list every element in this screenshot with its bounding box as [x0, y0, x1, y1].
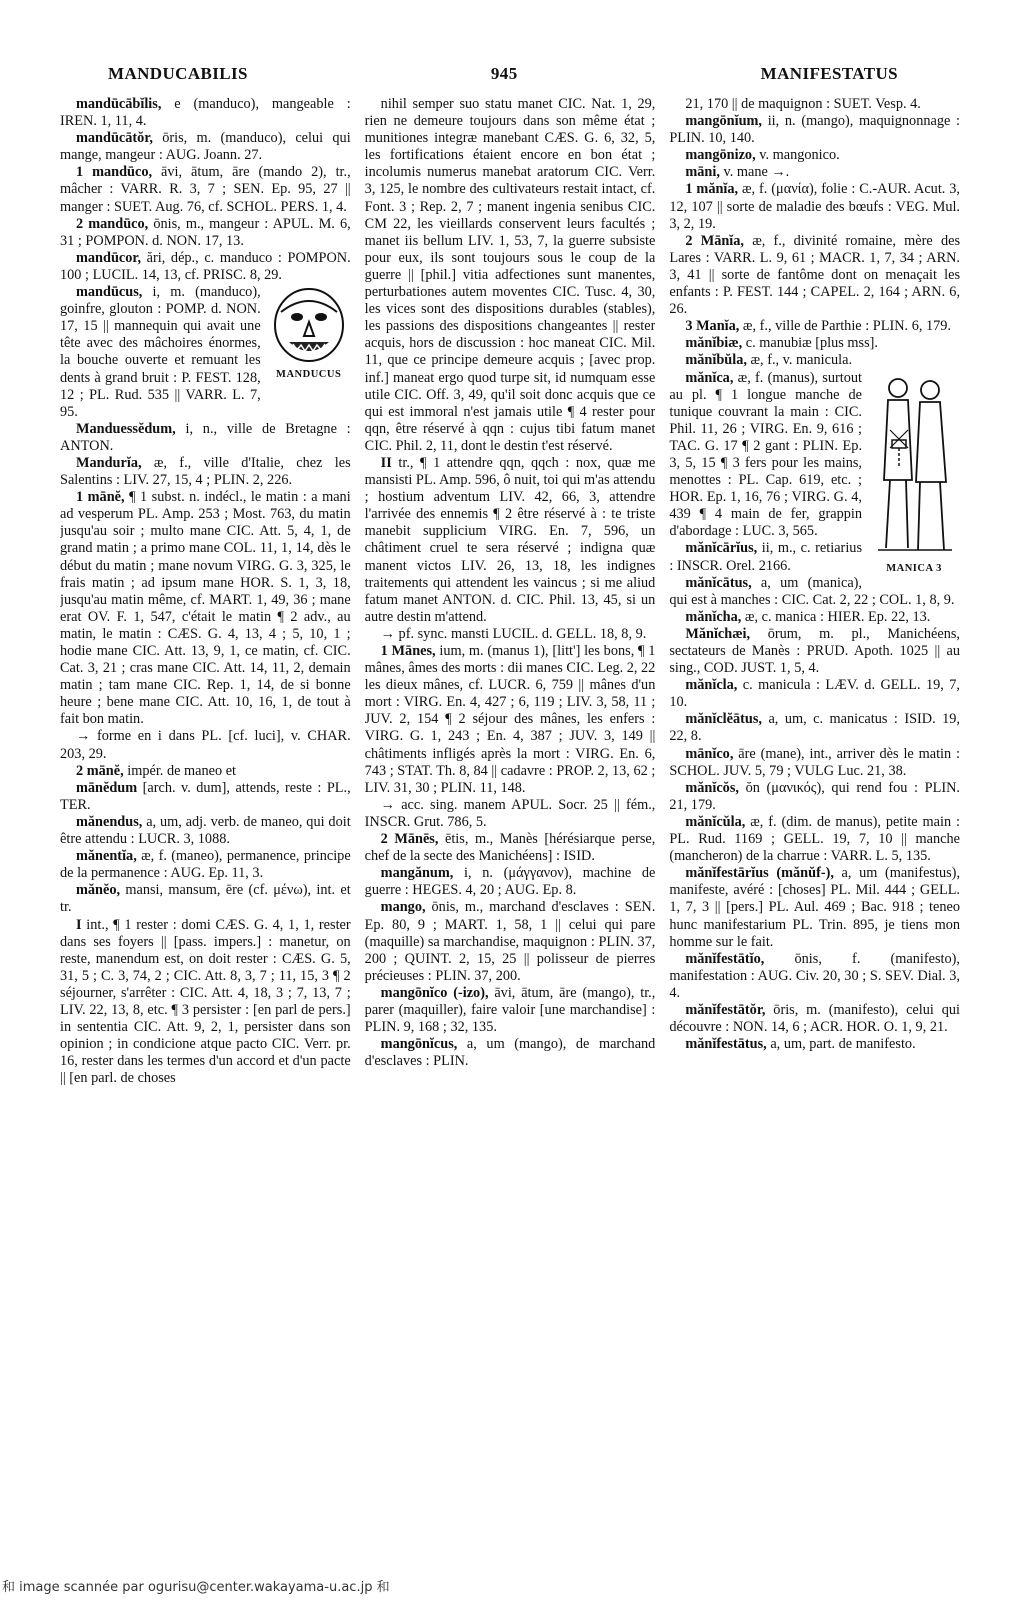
entry-headword: mangōnizo,	[685, 147, 756, 164]
dictionary-entry	[60, 96, 351, 130]
dictionary-entry	[60, 917, 351, 1088]
dictionary-entry	[60, 848, 351, 882]
entry-headword: mānĕdum	[76, 779, 138, 796]
dictionary-entry	[60, 780, 351, 814]
entry-definition: tr., ¶ 1 attendre qqn, qqch : nox, quæ me mansisti PL. Amp. 596, ô nuit, toi qui m'as attendu ; hostium adventum LIV. 42, 66, 3, attendre l'arrivée des ennemis ¶ 2 être réservé à : te triste manebit supplicium VIRG. En. 7, 596, un châtiment cruel te sera réservé ; indigna quæ manent victos LIV. 26, 13, 18, les indignes traitements qui attendent les vaincus ; si me aliud fatum manet ANTON. d. CIC. Phil. 13, 45, si un autre destin m'attend.	[364, 454, 656, 625]
entry-definition: ōrum, m. pl., Manichéens, sectateurs de Manès : PRUD. Apoth. 1025 || au sing., COD. JUST. 1, 5, 4.	[669, 625, 961, 677]
dictionary-entry	[60, 489, 351, 728]
entry-definition: āre (mane), int., arriver dès le matin : SCHOL. JUV. 5, 79 ; VULG Luc. 21, 38.	[669, 745, 961, 779]
entry-definition: v. mane →.	[719, 164, 790, 181]
entry-headword: mandūcus,	[76, 284, 143, 301]
entry-definition: v. mangonico.	[755, 147, 840, 164]
entry-headword: mănentĭa,	[76, 848, 137, 865]
entry-headword: 2 mānĕ,	[76, 762, 124, 779]
entry-definition: a, um, c. manicatus : ISID. 19, 22, 8.	[669, 711, 961, 745]
entry-headword: mangōnĭum,	[685, 113, 763, 130]
dictionary-entry	[365, 626, 656, 643]
entry-definition: a, um (manica), qui est à manches : CIC. Cat. 2, 22 ; COL. 1, 8, 9.	[669, 574, 955, 608]
entry-definition: [arch. v. dum], attends, reste : PL., TER.	[60, 779, 351, 813]
entry-headword: mănĭcŏs,	[685, 779, 739, 796]
entry-definition: æ, f. (dim. de manus), petite main : PL. Rud. 1169 ; GELL. 19, 7, 10 || manche (mancheron) de la charrue : VARR. L. 5, 135.	[669, 813, 961, 865]
entry-definition: ¶ 1 subst. n. indécl., le matin : a mani ad vesperum PL. Amp. 253 ; Most. 763, du matin jusqu'au soir ; multo mane CIC. Att. 5, 4, 1, de grand matin ; a primo mane COL. 11, 1, 14, dès le début du matin ; mane novum VIRG. G. 3, 325, le frais matin ; ad ipsum mane HOR. S. 1, 3, 18, jusqu'au matin même, cf. MART. 1, 49, 36 ; mane erat OV. F. 1, 547, c'était le matin ¶ 2 adv., au matin, le matin : CÆS. G. 4, 13, 4 ; 5, 10, 1 ; hodie mane CIC. Att. 13, 9, 1, ce matin, cf. CIC. Cat. 3, 21 ; cras mane CIC. Att. 14, 11, 2, demain matin ; tam mane CIC. Rep. 1, 14, de si bonne heure ; bene mane CIC. Att. 10, 16, 1, de tout à fait bon matin.	[60, 489, 351, 728]
entry-definition: æ, f. (μανία), folie : C.-AUR. Acut. 3, 12, 107 || sorte de maladie des bœufs : VEG. Mul. 3, 2, 19.	[669, 181, 961, 232]
dictionary-entry	[669, 865, 960, 950]
entry-definition: ŏn (μανικός), qui rend fou : PLIN. 21, 179.	[669, 779, 961, 813]
entry-headword: mănĭfestārĭus (mănŭf-),	[685, 865, 834, 882]
entry-headword: mănĭfestātŏr,	[685, 1001, 766, 1018]
entry-definition: impér. de maneo et	[123, 762, 237, 779]
entry-headword: mănĭcha,	[685, 608, 742, 625]
entry-headword: mănĭclĕātus,	[685, 711, 762, 728]
dictionary-entry	[60, 164, 351, 215]
entry-definition: æ, f. (maneo), permanence, principe de la permanence : AUG. Ep. 11, 3.	[60, 848, 351, 882]
header-right-word: MANIFESTATUS	[760, 64, 898, 83]
entry-definition: ōris, m. (manduco), celui qui mange, mangeur : AUG. Joann. 27.	[60, 130, 351, 164]
dictionary-entry	[365, 643, 656, 797]
entry-headword: 1 mānĕ,	[76, 489, 125, 506]
entry-headword: mānĭco,	[685, 745, 734, 762]
entry-definition: → acc. sing. manem APUL. Socr. 25 || fém., INSCR. Grut. 786, 5.	[364, 796, 656, 830]
entry-definition: ōnis, m., marchand d'esclaves : SEN. Ep. 80, 9 ; MART. 1, 58, 1 || celui qui pare (maquille) sa marchandise, maquignon : PLIN. 37, 200 ; QUINT. 2, 15, 25 || polisseur de pierres précieuses : PLIN. 37, 200.	[364, 899, 656, 984]
entry-definition: ōnis, f. (manifesto), manifestation : AUG. Civ. 20, 30 ; S. SEV. Dial. 3, 4.	[669, 950, 961, 1001]
dictionary-entry	[669, 352, 960, 369]
entry-headword: mango,	[380, 899, 426, 916]
header-left-word: MANDUCABILIS	[108, 64, 248, 83]
entry-headword: mănĭfestātus,	[685, 1036, 767, 1053]
entry-definition: → forme en i dans PL. [cf. luci], v. CHAR. 203, 29.	[60, 728, 351, 762]
entry-headword: mănĭcārĭus,	[685, 540, 758, 557]
entry-headword: mănĭca,	[685, 369, 734, 386]
dictionary-entry	[365, 797, 656, 831]
entry-definition: ii, m., c. retiarius : INSCR. Orel. 2166.	[669, 540, 863, 574]
entry-headword: mănĭbŭla,	[685, 352, 747, 369]
dictionary-entry	[60, 455, 351, 489]
entry-headword: mănĕo,	[76, 882, 121, 899]
entry-headword: mangănum,	[380, 865, 454, 882]
entry-definition: nihil semper suo statu manet CIC. Nat. 1, 29, rien ne demeure toujours dans son même état ; munitiones integræ manebant CÆS. G. 6, 32, 5, les fortifications étaient encore en bon état ; incolumis numerus manebat aratorum CIC. Verr. 3, 125, le nombre des cultivateurs restait intact, cf. Font. 3 ; Rep. 2, 7 ; manent ingenia senibus CIC. CM 22, les vieillards conservent leurs facultés ; manet iis bellum LIV. 1, 53, 7, la guerre subsiste pour eux, ils sont toujours sous le coup de la guerre || [phil.] vitia adfectiones sunt manentes, perturbationes autem moventes CIC. Tusc. 4, 30, les vices sont des dispositions durables (stables), les passions des dispositions changeantes || rester acquis, hors de discussion : hoc maneat CIC. Mil. 11, que ce principe demeure acquis ; [avec prop. inf.] maneat ergo quod turpe sit, id numquam esse utile CIC. Off. 3, 49, qu'il soit donc acquis que ce qui est immoral n'est jamais utile ¶ 4 rester pour qqn, être réservé à qqn : cujus tibi fatum manet CIC. Phil. 2, 11, dont le destin t'est réservé.	[364, 96, 656, 454]
dictionary-entry	[365, 899, 656, 984]
entry-definition: c. manubiæ [plus mss].	[742, 335, 878, 352]
dictionary-entry	[669, 609, 960, 626]
entry-definition: a, um, adj. verb. de maneo, qui doit être attendu : LUCR. 3, 1088.	[60, 813, 351, 848]
entry-definition: ii, n. (mango), maquignonnage : PLIN. 10, 140.	[669, 113, 961, 147]
entry-headword: māni,	[685, 164, 720, 181]
dictionary-entry	[669, 147, 960, 164]
entry-definition: i, n., ville de Bretagne : ANTON.	[60, 420, 351, 454]
dictionary-entry	[365, 831, 656, 865]
entry-headword: mangōnĭcus,	[380, 1036, 458, 1053]
entry-definition: æ, f. (manus), surtout au pl. ¶ 1 longue manche de tunique couvrant la main : CIC. Phil. 11, 26 ; VIRG. En. 9, 616 ; TAC. G. 17 ¶ 2 gant : PLIN. Ep. 3, 5, 15 ¶ 3 fers pour les mains, menottes : PL. Cap. 619, etc. ; HOR. Ep. 1, 16, 76 ; VIRG. G. 4, 439 ¶ 4 main de fer, grappin d'abordage : LUC. 3, 565.	[669, 369, 863, 540]
dictionary-entry	[60, 216, 351, 250]
entry-headword: mandūcābĭlis,	[76, 96, 162, 112]
dictionary-entry	[669, 318, 960, 335]
manducus-illustration	[267, 284, 351, 383]
entry-definition: æ, f., ville d'Italie, chez les Salentins : LIV. 27, 15, 4 ; PLIN. 2, 226.	[60, 454, 351, 489]
entry-headword: mandūcor,	[76, 249, 142, 266]
entry-headword: mănĭbiæ,	[685, 335, 743, 352]
dictionary-entry	[669, 711, 960, 745]
entry-definition: āvi, ātum, āre (mango), tr., parer (maquiller), faire valoir [une marchandise] : PLIN. 9, 168 ; 32, 135.	[364, 984, 656, 1036]
entry-definition: i, m. (manduco), goinfre, glouton : POMP. d. NON. 17, 15 || mannequin qui avait une tête avec des mâchoires énormes, la bouche ouverte et remuant les dents à grand bruit : P. FEST. 128, 12 ; PL. Rud. 535 || VARR. L. 7, 95.	[60, 284, 261, 420]
entry-definition: āvi, ātum, āre (mando 2), tr., mâcher : VARR. R. 3, 7 ; SEN. Ep. 95, 27 || manger : SUET. Aug. 76, cf. SCHOL. PERS. 1, 4.	[60, 164, 351, 215]
column-1	[60, 96, 351, 1548]
scan-credit: 和 image scannée par ogurisu@center.wakayama-u.ac.jp 和	[2, 1580, 390, 1595]
entry-definition: ium, m. (manus 1), [litt'] les bons, ¶ 1 mânes, âmes des morts : dii manes CIC. Leg. 2, 22 les dieux mânes, cf. LUCR. 6, 759 || mânes d'un mort : VIRG. En. 4, 427 ; 6, 119 ; LIV. 3, 58, 11 ; JUV. 2, 154 ¶ 2 séjour des mânes, les enfers : VIRG. G. 1, 243 ; En. 4, 387 ; JUV. 3, 149 || châtiments infligés après la mort : VIRG. En. 6, 743 ; STAT. Th. 8, 84 || cadavre : PROP. 2, 13, 62 ; LIV. 31, 30 ; PLIN. 11, 148.	[364, 643, 656, 796]
entry-definition: ōris, m. (manifesto), celui qui découvre : NON. 14, 6 ; ACR. HOR. O. 1, 9, 21.	[669, 1001, 961, 1036]
dictionary-entry	[669, 181, 960, 232]
entry-headword: 2 mandūco,	[76, 215, 149, 232]
dictionary-entry	[60, 421, 351, 455]
entry-headword: mănĭcla,	[685, 677, 738, 694]
dictionary-entry	[669, 677, 960, 711]
entry-definition: 21, 170 || de maquignon : SUET. Vesp. 4.	[685, 96, 921, 112]
entry-headword: mănĭcŭla,	[685, 813, 746, 830]
entry-definition: ōnis, m., mangeur : APUL. M. 6, 31 ; POMPON. d. NON. 17, 13.	[60, 215, 351, 249]
column-3	[669, 96, 960, 1548]
column-2	[365, 96, 656, 1548]
dictionary-entry	[669, 335, 960, 352]
entry-headword: II	[380, 454, 392, 471]
figure-caption: MANDUCUS	[276, 369, 342, 381]
dictionary-entry	[60, 728, 351, 762]
entry-headword: 1 Mānes,	[380, 643, 436, 659]
entry-definition: i, n. (μάγγανον), machine de guerre : HEGES. 4, 20 ; AUG. Ep. 8.	[364, 865, 656, 899]
page-number: 945	[490, 64, 518, 83]
dictionary-entry	[669, 1002, 960, 1036]
entry-definition: a, um (mango), de marchand d'esclaves : PLIN.	[364, 1036, 656, 1070]
entry-headword: 2 Mānĭa,	[685, 232, 744, 249]
dictionary-entry	[365, 455, 656, 626]
dictionary-entry	[60, 250, 351, 284]
dictionary-entry	[669, 575, 960, 609]
entry-definition: æ, f., divinité romaine, mère des Lares : VARR. L. 9, 61 ; MACR. 1, 7, 34 ; ARN. 3, 41 || sorte de fantôme dont on menaçait les enfants : P. FEST. 144 ; CAPEL. 2, 164 ; ARN. 6, 26.	[669, 232, 961, 318]
entry-headword: 1 mandūco,	[76, 164, 153, 181]
entry-headword: I	[76, 916, 82, 933]
entry-headword: Mănĭchæi,	[685, 625, 751, 642]
entry-definition: æ, c. manica : HIER. Ep. 22, 13.	[741, 608, 931, 625]
dictionary-entry	[60, 814, 351, 848]
entry-definition: æ, f., ville de Parthie : PLIN. 6, 179.	[739, 318, 952, 335]
dictionary-entry	[669, 164, 960, 181]
dictionary-entry	[60, 130, 351, 164]
manica-illustration	[868, 370, 960, 577]
entry-headword: Manduessĕdum,	[76, 420, 176, 437]
entry-headword: mănĭcātus,	[685, 574, 752, 591]
dictionary-entry	[669, 626, 960, 677]
dictionary-entry	[669, 746, 960, 780]
entry-headword: mănendus,	[76, 813, 143, 830]
entry-headword: 2 Mānēs,	[380, 831, 439, 848]
dictionary-entry	[365, 865, 656, 899]
entry-headword: mănĭfestātĭo,	[685, 950, 765, 967]
dictionary-entry	[669, 233, 960, 318]
figure-caption: MANICA 3	[886, 562, 942, 574]
dictionary-entry	[669, 96, 960, 113]
dictionary-entry	[365, 985, 656, 1036]
entry-definition: a, um (manifestus), manifeste, avéré : [choses] PL. Mil. 444 ; GELL. 1, 7, 3 || [pers.] PL. Aul. 469 ; Bac. 918 ; teneo hunc manifestarium PL. Trin. 895, je tiens mon homme sur le fait.	[669, 865, 961, 950]
entry-headword: Mandurĭa,	[76, 454, 142, 471]
dictionary-entry	[60, 882, 351, 916]
dictionary-entry	[365, 96, 656, 455]
entry-definition: ări, dép., c. manduco : POMPON. 100 ; LUCIL. 14, 13, cf. PRISC. 8, 29.	[60, 249, 351, 283]
dictionary-entry	[669, 814, 960, 865]
dictionary-columns	[60, 96, 960, 1548]
entry-headword: mandūcātŏr,	[76, 130, 153, 147]
entry-definition: a, um, part. de manifesto.	[766, 1036, 916, 1053]
entry-definition: c. manicula : LÆV. d. GELL. 19, 7, 10.	[669, 677, 961, 711]
dictionary-entry	[60, 763, 351, 780]
entry-definition: æ, f., v. manicula.	[746, 352, 853, 369]
entry-definition: mansi, mansum, ēre (cf. μένω), int. et tr.	[60, 882, 351, 916]
dictionary-entry	[365, 1036, 656, 1070]
dictionary-entry	[669, 113, 960, 147]
entry-definition: ētis, m., Manès [hérésiarque perse, chef de la secte des Manichéens] : ISID.	[364, 831, 656, 865]
entry-definition: e (manduco), mangeable : IREN. 1, 11, 4.	[60, 96, 351, 130]
running-header	[108, 62, 898, 86]
entry-headword: mangōnĭco (-izo),	[380, 984, 489, 1001]
entry-headword: 1 mănĭa,	[685, 181, 739, 198]
entry-definition: int., ¶ 1 rester : domi CÆS. G. 4, 1, 1, rester dans ses foyers || [pass. impers.] : manetur, on reste, manendum est, on doit rester : CÆS. G. 5, 31, 5 ; C. 3, 74, 2 ; CIC. Att. 8, 3, 7 ; 11, 15, 3 ¶ 2 séjourner, s'arrêter : CIC. Att. 4, 18, 3 ; 7, 13, 7 ; LIV. 22, 13, 8, etc. ¶ 3 persister : [en parl de pers.] in sententia CIC. Att. 9, 2, 1, persister dans son opinion ; in condicione atque pacto CIC. Verr. pr. 16, rester dans les termes d'un accord et d'un pacte || [en parl. de choses	[60, 916, 351, 1087]
entry-definition: → pf. sync. mansti LUCIL. d. GELL. 18, 8, 9.	[380, 625, 647, 642]
entry-headword: 3 Manĭa,	[685, 318, 740, 335]
dictionary-entry	[669, 1036, 960, 1053]
dictionary-entry	[669, 780, 960, 814]
dictionary-entry	[669, 951, 960, 1002]
